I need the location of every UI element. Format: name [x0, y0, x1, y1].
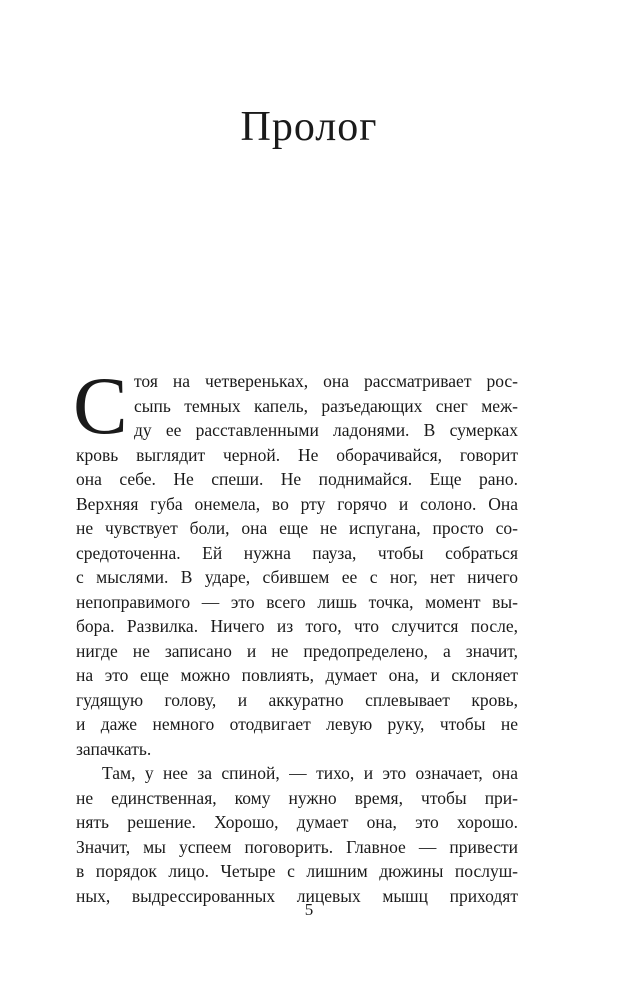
text-line: не чувствует боли, она еще не испугана, просто со-	[76, 518, 518, 538]
text-line: в порядок лицо. Четыре с лишним дюжины послуш-	[76, 861, 518, 881]
text-line: гудящую голову, и аккуратно сплевывает кровь,	[76, 689, 518, 710]
text-line: не единственная, кому нужно время, чтобы при-	[76, 787, 518, 808]
text-line: тоя на четвереньках, она рассматривает рос-	[134, 371, 518, 391]
body-text	[73, 360, 518, 908]
text-line: на это еще можно повлиять, думает она, и склоняет	[76, 665, 518, 685]
text-line: нигде не записано и не предопределено, а значит,	[76, 640, 518, 661]
text-line: кровь выглядит черной. Не оборачивайся, говорит	[76, 444, 518, 465]
text-line: бора. Развилка. Ничего из того, что случится после,	[76, 616, 518, 636]
text-line: средоточенна. Ей нужна пауза, чтобы собраться	[76, 542, 518, 563]
chapter-title: Пролог	[240, 104, 378, 150]
text-line: ду ее расставленными ладонями. В сумерках	[134, 420, 518, 440]
text-line: с мыслями. В ударе, сбившем ее с ног, нет ничего	[76, 567, 518, 587]
paragraph-1	[76, 369, 518, 761]
text-line: Значит, мы успеем поговорить. Главное — привести	[76, 836, 518, 857]
page-number: 5	[304, 900, 314, 919]
paragraph-2	[76, 761, 518, 908]
text-line: нять решение. Хорошо, думает она, это хорошо.	[76, 812, 518, 832]
text-line: и даже немного отодвигает левую руку, чтобы не	[76, 714, 518, 734]
text-line: Там, у нее за спиной, — тихо, и это означает, она	[102, 763, 518, 783]
text-line: непоправимого — это всего лишь точка, момент вы-	[76, 591, 518, 612]
drop-cap: С	[73, 360, 128, 451]
text-line: Верхняя губа онемела, во рту горячо и солоно. Она	[76, 493, 518, 514]
text-line: запачкать.	[76, 738, 152, 759]
text-line: она себе. Не спеши. Не поднимайся. Еще рано.	[76, 469, 518, 489]
text-line: ных, выдрессированных лицевых мышц приходят	[76, 885, 518, 906]
text-line: сыпь темных капель, разъедающих снег меж-	[134, 395, 518, 416]
